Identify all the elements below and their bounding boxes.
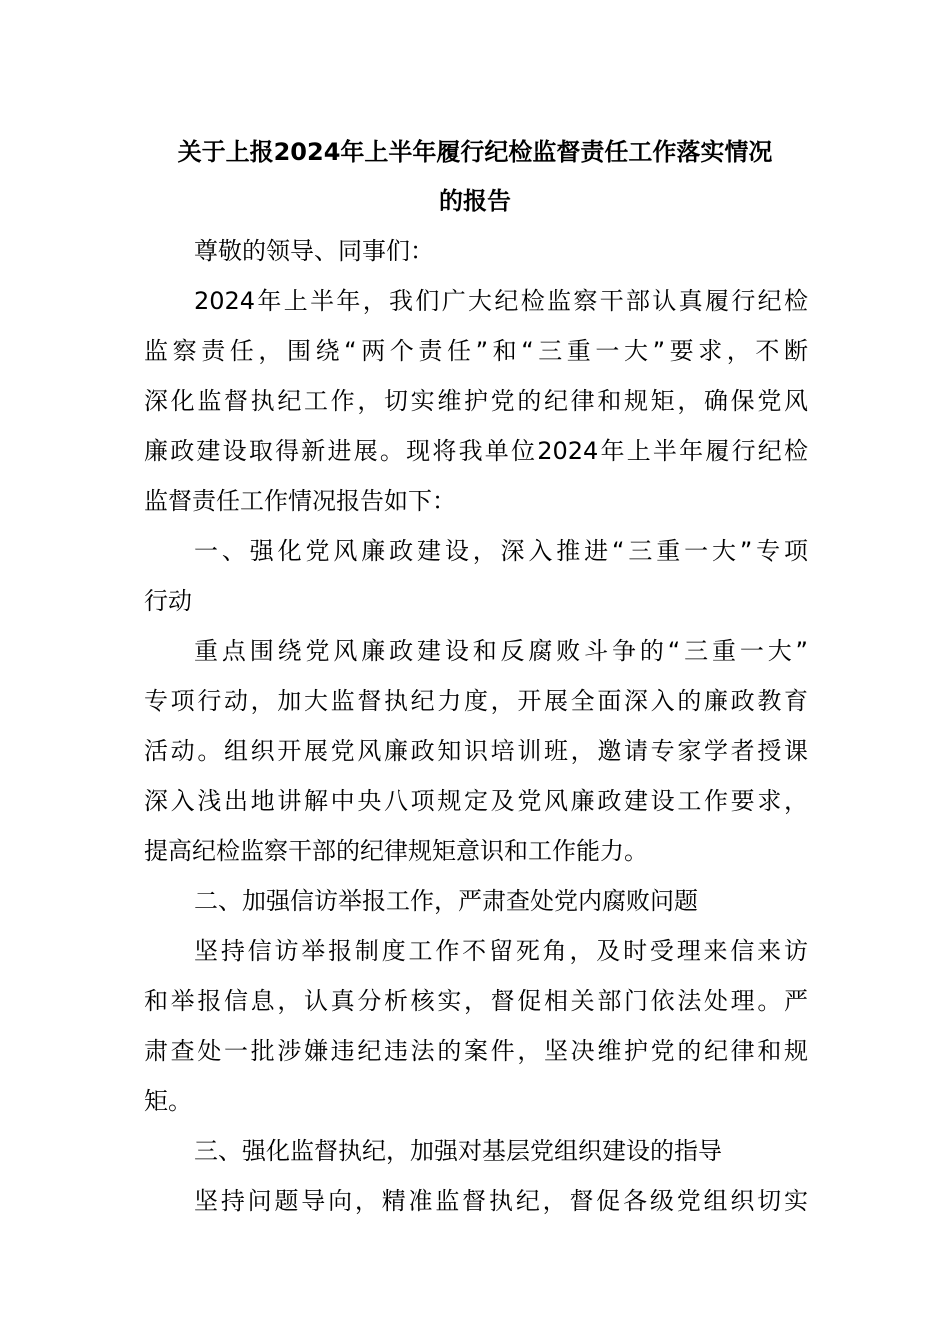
document-title-line-1: 关于上报2024年上半年履行纪检监督责任工作落实情况 <box>177 138 773 166</box>
body-line: 专项行动，加大监督执纪力度，开展全面深入的廉政教育 <box>144 687 808 715</box>
body-line: 2024年上半年，我们广大纪检监察干部认真履行纪检 <box>194 287 808 315</box>
body-line: 深入浅出地讲解中央八项规定及党风廉政建设工作要求， <box>144 787 808 815</box>
body-line: 提高纪检监察干部的纪律规矩意识和工作能力。 <box>144 837 648 865</box>
body-line: 深化监督执纪工作，切实维护党的纪律和规矩，确保党风 <box>144 387 808 415</box>
body-line: 矩。 <box>144 1087 192 1115</box>
body-line: 和举报信息，认真分析核实，督促相关部门依法处理。严 <box>144 987 808 1015</box>
body-line: 活动。组织开展党风廉政知识培训班，邀请专家学者授课 <box>144 737 808 765</box>
section-heading: 一、强化党风廉政建设，深入推进“三重一大”专项 <box>194 537 808 565</box>
body-line: 肃查处一批涉嫌违纪违法的案件，坚决维护党的纪律和规 <box>144 1037 808 1065</box>
section-heading: 二、加强信访举报工作，严肃查处党内腐败问题 <box>194 887 698 915</box>
body-line: 廉政建设取得新进展。现将我单位2024年上半年履行纪检 <box>144 437 808 465</box>
body-line: 坚持信访举报制度工作不留死角，及时受理来信来访 <box>194 937 808 965</box>
section-heading: 三、强化监督执纪，加强对基层党组织建设的指导 <box>194 1137 722 1165</box>
document-title-line-2: 的报告 <box>439 187 511 215</box>
body-line: 监督责任工作情况报告如下： <box>144 487 456 515</box>
section-heading: 行动 <box>144 587 192 615</box>
body-line: 坚持问题导向，精准监督执纪，督促各级党组织切实 <box>194 1187 808 1215</box>
body-line: 监察责任，围绕“两个责任”和“三重一大”要求，不断 <box>144 337 808 365</box>
salutation: 尊敬的领导、同事们： <box>194 237 434 265</box>
body-line: 重点围绕党风廉政建设和反腐败斗争的“三重一大” <box>194 637 808 665</box>
